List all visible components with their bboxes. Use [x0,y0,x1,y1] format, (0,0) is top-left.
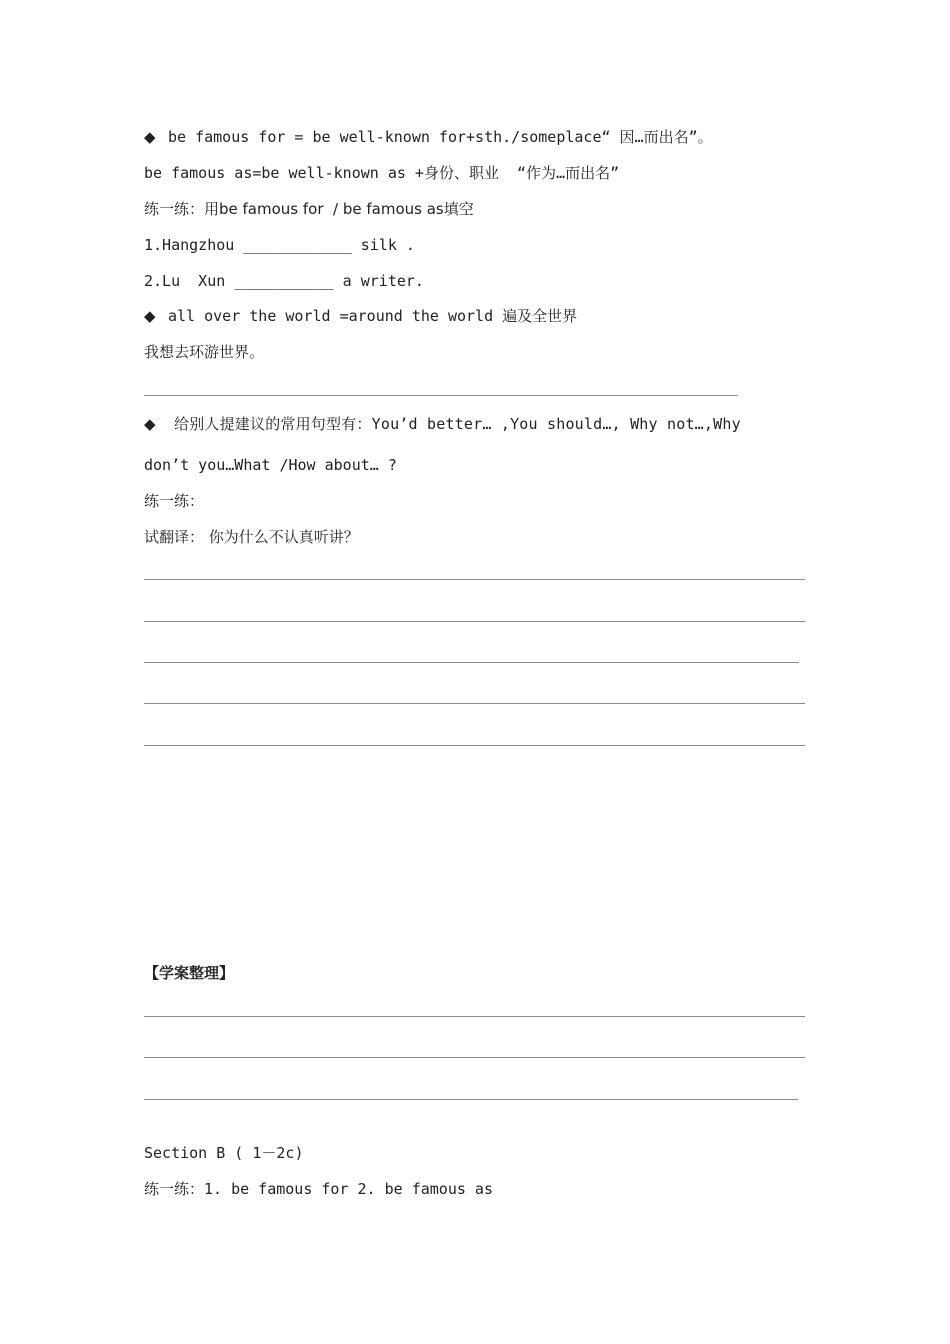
answer-line [144,579,805,580]
section-b-heading: Section B ( 1－2c) [144,1144,304,1162]
translation-prompt-1: 我想去环游世界。 [144,343,265,361]
bullet-diamond: ◆ [144,415,156,433]
exercise-item-1: 1.Hangzhou ____________ silk . [144,236,415,254]
bullet-diamond: ◆ [144,128,156,146]
answer-line [144,1016,805,1017]
note-famous-for: be famous for = be well-known for+sth./someplace“ 因…而出名”。 [168,128,713,146]
section-heading-summary: 【学案整理】 [144,964,235,982]
note-famous-as: be famous as=be well-known as +身份、职业 “作为…而出名” [144,164,620,182]
answer-line [144,662,799,663]
translation-prompt-2: 试翻译： 你为什么不认真听讲？ [144,528,359,546]
answer-line [144,703,805,704]
answer-line [144,621,805,622]
note-suggestion-patterns-cont: don’t you…What /How about… ? [144,456,397,474]
note-suggestion-patterns: 给别人提建议的常用句型有：You’d better… ,You should…, Why not…,Why [174,415,741,433]
exercise-item-2: 2.Lu Xun ___________ a writer. [144,272,424,290]
exercise-label: 练一练： [144,492,205,510]
answer-line [144,395,738,396]
note-all-over-the-world: all over the world =around the world 遍及全世界 [168,307,578,325]
bullet-diamond: ◆ [144,307,156,325]
answer-line [144,1057,805,1058]
exercise-prompt: 练一练：用be famous for / be famous as填空 [144,200,474,218]
exercise-answers: 练一练：1. be famous for 2. be famous as [144,1180,493,1198]
answer-line [144,745,805,746]
answer-line [144,1099,798,1100]
